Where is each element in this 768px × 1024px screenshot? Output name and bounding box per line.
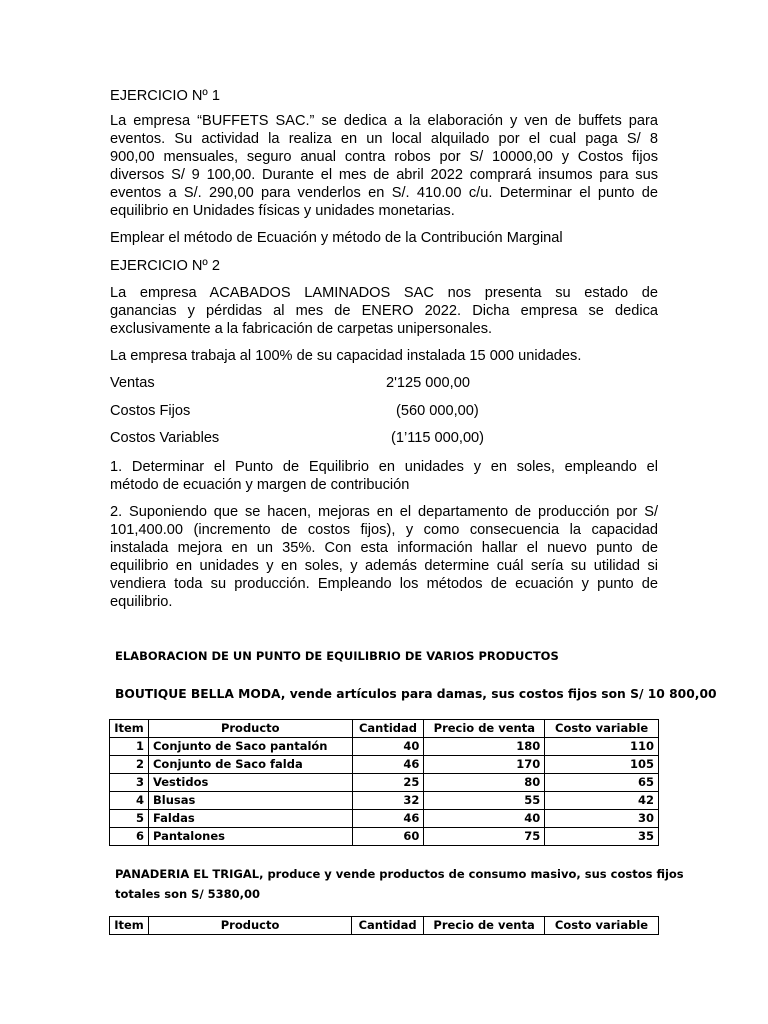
price-cell: 180 — [424, 738, 545, 756]
financial-value: 2'125 000,00 — [386, 375, 470, 391]
paragraph-line: 2. Suponiendo que se hacen, mejoras en el departamento de producción por S/ — [110, 504, 658, 520]
exercise-2-paragraph — [110, 284, 658, 338]
paragraph-line: método de ecuación y margen de contribución — [110, 477, 410, 493]
price-cell: 75 — [424, 828, 545, 846]
paragraph-line: 101,400.00 (incremento de costos fijos), y como consecuencia la capacidad — [110, 522, 658, 538]
exercise-2-title: EJERCICIO Nº 2 — [110, 258, 220, 274]
quantity-cell: 32 — [352, 792, 424, 810]
quantity-cell: 60 — [352, 828, 424, 846]
paragraph-line: equilibrio. — [110, 594, 173, 610]
product-cell: Pantalones — [148, 828, 352, 846]
exercise-1-method: Emplear el método de Ecuación y método de la Contribución Marginal — [110, 230, 563, 246]
variable-cost-cell: 42 — [545, 792, 659, 810]
item-cell: 2 — [110, 756, 149, 774]
paragraph-line: eventos a S/. 290,00 para venderlos en S/. 410.00 c/u. Determinar el punto de — [110, 185, 658, 201]
financial-label: Ventas — [110, 375, 155, 391]
column-header: Cantidad — [352, 720, 424, 738]
paragraph-line: eventos. Su actividad la realiza en un local alquilado por el cual paga S/ 8 — [110, 131, 658, 147]
paragraph-line: La empresa ACABADOS LAMINADOS SAC nos presenta su estado de — [110, 285, 658, 301]
boutique-table — [109, 719, 659, 846]
quantity-cell: 40 — [352, 738, 424, 756]
product-cell: Conjunto de Saco falda — [148, 756, 352, 774]
table-row — [110, 828, 659, 846]
boutique-heading: BOUTIQUE BELLA MODA, vende artículos para damas, sus costos fijos son S/ 10 800,00 — [115, 687, 717, 701]
product-cell: Vestidos — [148, 774, 352, 792]
exercise-2-question-1 — [110, 458, 658, 494]
table-row — [110, 792, 659, 810]
table-header-row — [110, 720, 659, 738]
table-row — [110, 774, 659, 792]
variable-cost-cell: 110 — [545, 738, 659, 756]
section-title: ELABORACION DE UN PUNTO DE EQUILIBRIO DE VARIOS PRODUCTOS — [115, 649, 559, 663]
paragraph-line: equilibrio en unidades y en soles, y además determine cuál sería su utilidad si — [110, 558, 658, 574]
financial-value: (1’115 000,00) — [391, 430, 485, 446]
paragraph-line: La empresa “BUFFETS SAC.” se dedica a la elaboración y ven de buffets para — [110, 113, 658, 129]
paragraph-line: diversos S/ 9 100,00. Durante el mes de abril 2022 comprará insumos para sus — [110, 167, 658, 183]
column-header: Costo variable — [545, 917, 659, 935]
variable-cost-cell: 35 — [545, 828, 659, 846]
paragraph-line: instalada mejora en un 35%. Con esta información hallar el nuevo punto de — [110, 540, 658, 556]
heading-line: PANADERIA EL TRIGAL, produce y vende productos de consumo masivo, sus costos fijos — [115, 867, 684, 881]
exercise-1-paragraph — [110, 112, 658, 220]
product-cell: Conjunto de Saco pantalón — [148, 738, 352, 756]
table-header-row — [110, 917, 659, 935]
column-header: Cantidad — [352, 917, 424, 935]
column-header: Precio de venta — [424, 917, 545, 935]
item-cell: 4 — [110, 792, 149, 810]
exercise-1-title: EJERCICIO Nº 1 — [110, 88, 220, 104]
variable-cost-cell: 30 — [545, 810, 659, 828]
price-cell: 80 — [424, 774, 545, 792]
price-cell: 170 — [424, 756, 545, 774]
paragraph-line: equilibrio en Unidades físicas y unidades monetarias. — [110, 203, 455, 219]
table-row — [110, 738, 659, 756]
item-cell: 5 — [110, 810, 149, 828]
item-cell: 6 — [110, 828, 149, 846]
column-header: Producto — [148, 917, 351, 935]
quantity-cell: 46 — [352, 810, 424, 828]
paragraph-line: 1. Determinar el Punto de Equilibrio en unidades y en soles, empleando el — [110, 459, 658, 475]
paragraph-line: exclusivamente a la fabricación de carpetas unipersonales. — [110, 321, 493, 337]
table-row — [110, 810, 659, 828]
item-cell: 3 — [110, 774, 149, 792]
column-header: Item — [110, 720, 149, 738]
product-cell: Blusas — [148, 792, 352, 810]
financial-label: Costos Fijos — [110, 403, 191, 419]
quantity-cell: 25 — [352, 774, 424, 792]
paragraph-line: vendiera toda su producción. Empleando los métodos de ecuación y punto de — [110, 576, 658, 592]
exercise-2-question-2 — [110, 503, 658, 611]
heading-line: totales son S/ 5380,00 — [115, 887, 261, 901]
paragraph-line: 900,00 mensuales, seguro anual contra robos por S/ 10000,00 y Costos fijos — [110, 149, 658, 165]
price-cell: 40 — [424, 810, 545, 828]
variable-cost-cell: 65 — [545, 774, 659, 792]
product-cell: Faldas — [148, 810, 352, 828]
panaderia-heading — [115, 864, 684, 904]
column-header: Producto — [148, 720, 352, 738]
financial-label: Costos Variables — [110, 430, 220, 446]
item-cell: 1 — [110, 738, 149, 756]
column-header: Precio de venta — [424, 720, 545, 738]
quantity-cell: 46 — [352, 756, 424, 774]
paragraph-line: ganancias y pérdidas al mes de ENERO 2022. Dicha empresa se dedica — [110, 303, 658, 319]
panaderia-table — [109, 916, 659, 935]
variable-cost-cell: 105 — [545, 756, 659, 774]
price-cell: 55 — [424, 792, 545, 810]
financial-value: (560 000,00) — [396, 403, 479, 419]
column-header: Costo variable — [545, 720, 659, 738]
exercise-2-capacity: La empresa trabaja al 100% de su capacidad instalada 15 000 unidades. — [110, 348, 582, 364]
table-row — [110, 756, 659, 774]
column-header: Item — [110, 917, 149, 935]
